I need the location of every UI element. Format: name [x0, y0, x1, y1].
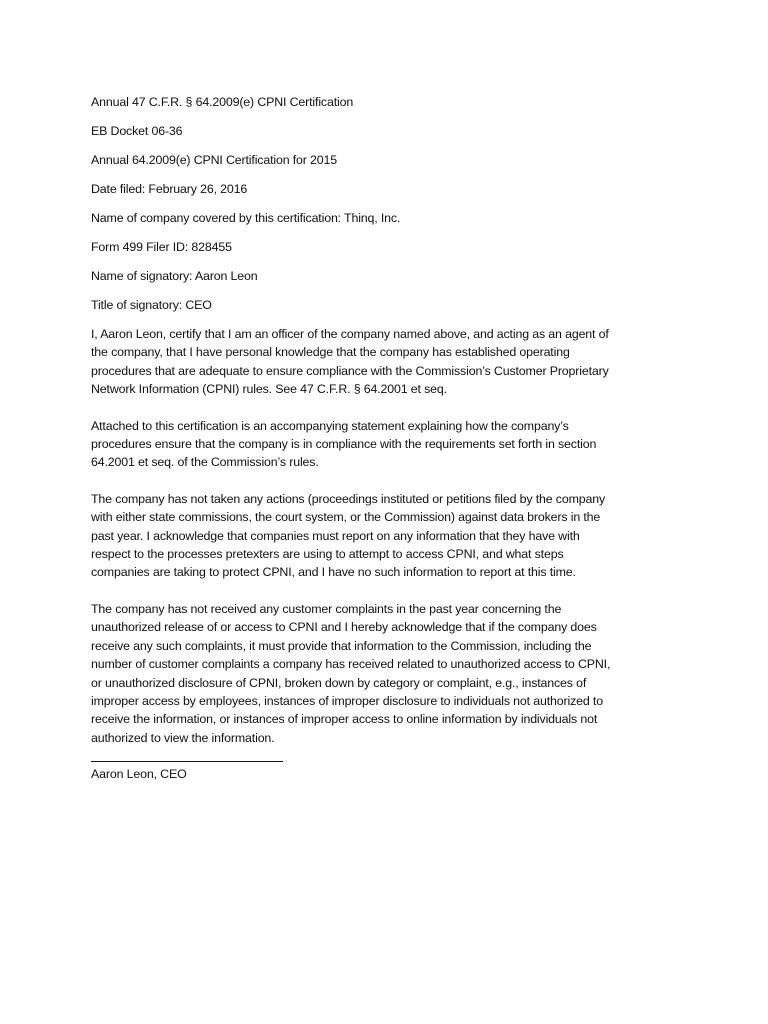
filer-id: Form 499 Filer ID: 828455 — [91, 240, 232, 254]
certification-title: Annual 47 C.F.R. § 64.2009(e) CPNI Certification — [91, 95, 354, 109]
complaints-statement: The company has not received any customer complaints in the past year concerning the unauthorized release of or access to CPNI and I hereby acknowledge that if the company does receive any such complaints, it must provide that information to the Commission, including the number of customer complaints a company has received related to unauthorized access to CPNI, or unauthorized disclosure of CPNI, broken down by category or complaint, e.g., instances of improper access by employees, instances of improper disclosure to individuals not authorized to receive the information, or instances of improper access to online information by individuals not authorized to view the information. — [91, 601, 611, 745]
certification-statement: I, Aaron Leon, certify that I am an officer of the company named above, and acting as an agent of the company, that I have personal knowledge that the company has established operating procedures that are adequate to ensure compliance with the Commission’s Customer Proprietary Network Information (CPNI) rules. See 47 C.F.R. § 64.2001 et seq. — [91, 327, 609, 397]
signature-name: Aaron Leon, CEO — [91, 767, 187, 782]
company-name: Name of company covered by this certification: Thinq, Inc. — [91, 211, 401, 225]
signature-line — [91, 747, 283, 762]
signatory-title: Title of signatory: CEO — [91, 298, 212, 312]
actions-statement: The company has not taken any actions (proceedings instituted or petitions filed by the company with either state commissions, the court system, or the Commission) against data brokers in the past year. I acknowledge that companies must report on any information that they have with respect to the processes pretexters are using to attempt to access CPNI, and what steps companies are taking to protect CPNI, and I have no such information to report at this time. — [91, 491, 606, 580]
attachment-statement: Attached to this certification is an accompanying statement explaining how the company’s procedures ensure that the company is in compliance with the requirements set forth in section 64.2001 et seq. of the Commission’s rules. — [91, 418, 597, 470]
docket-number: EB Docket 06-36 — [91, 124, 183, 138]
certification-year: Annual 64.2009(e) CPNI Certification for 2015 — [91, 153, 338, 167]
signatory-name: Name of signatory: Aaron Leon — [91, 269, 258, 283]
date-filed: Date filed: February 26, 2016 — [91, 182, 248, 196]
certification-document — [91, 93, 611, 783]
